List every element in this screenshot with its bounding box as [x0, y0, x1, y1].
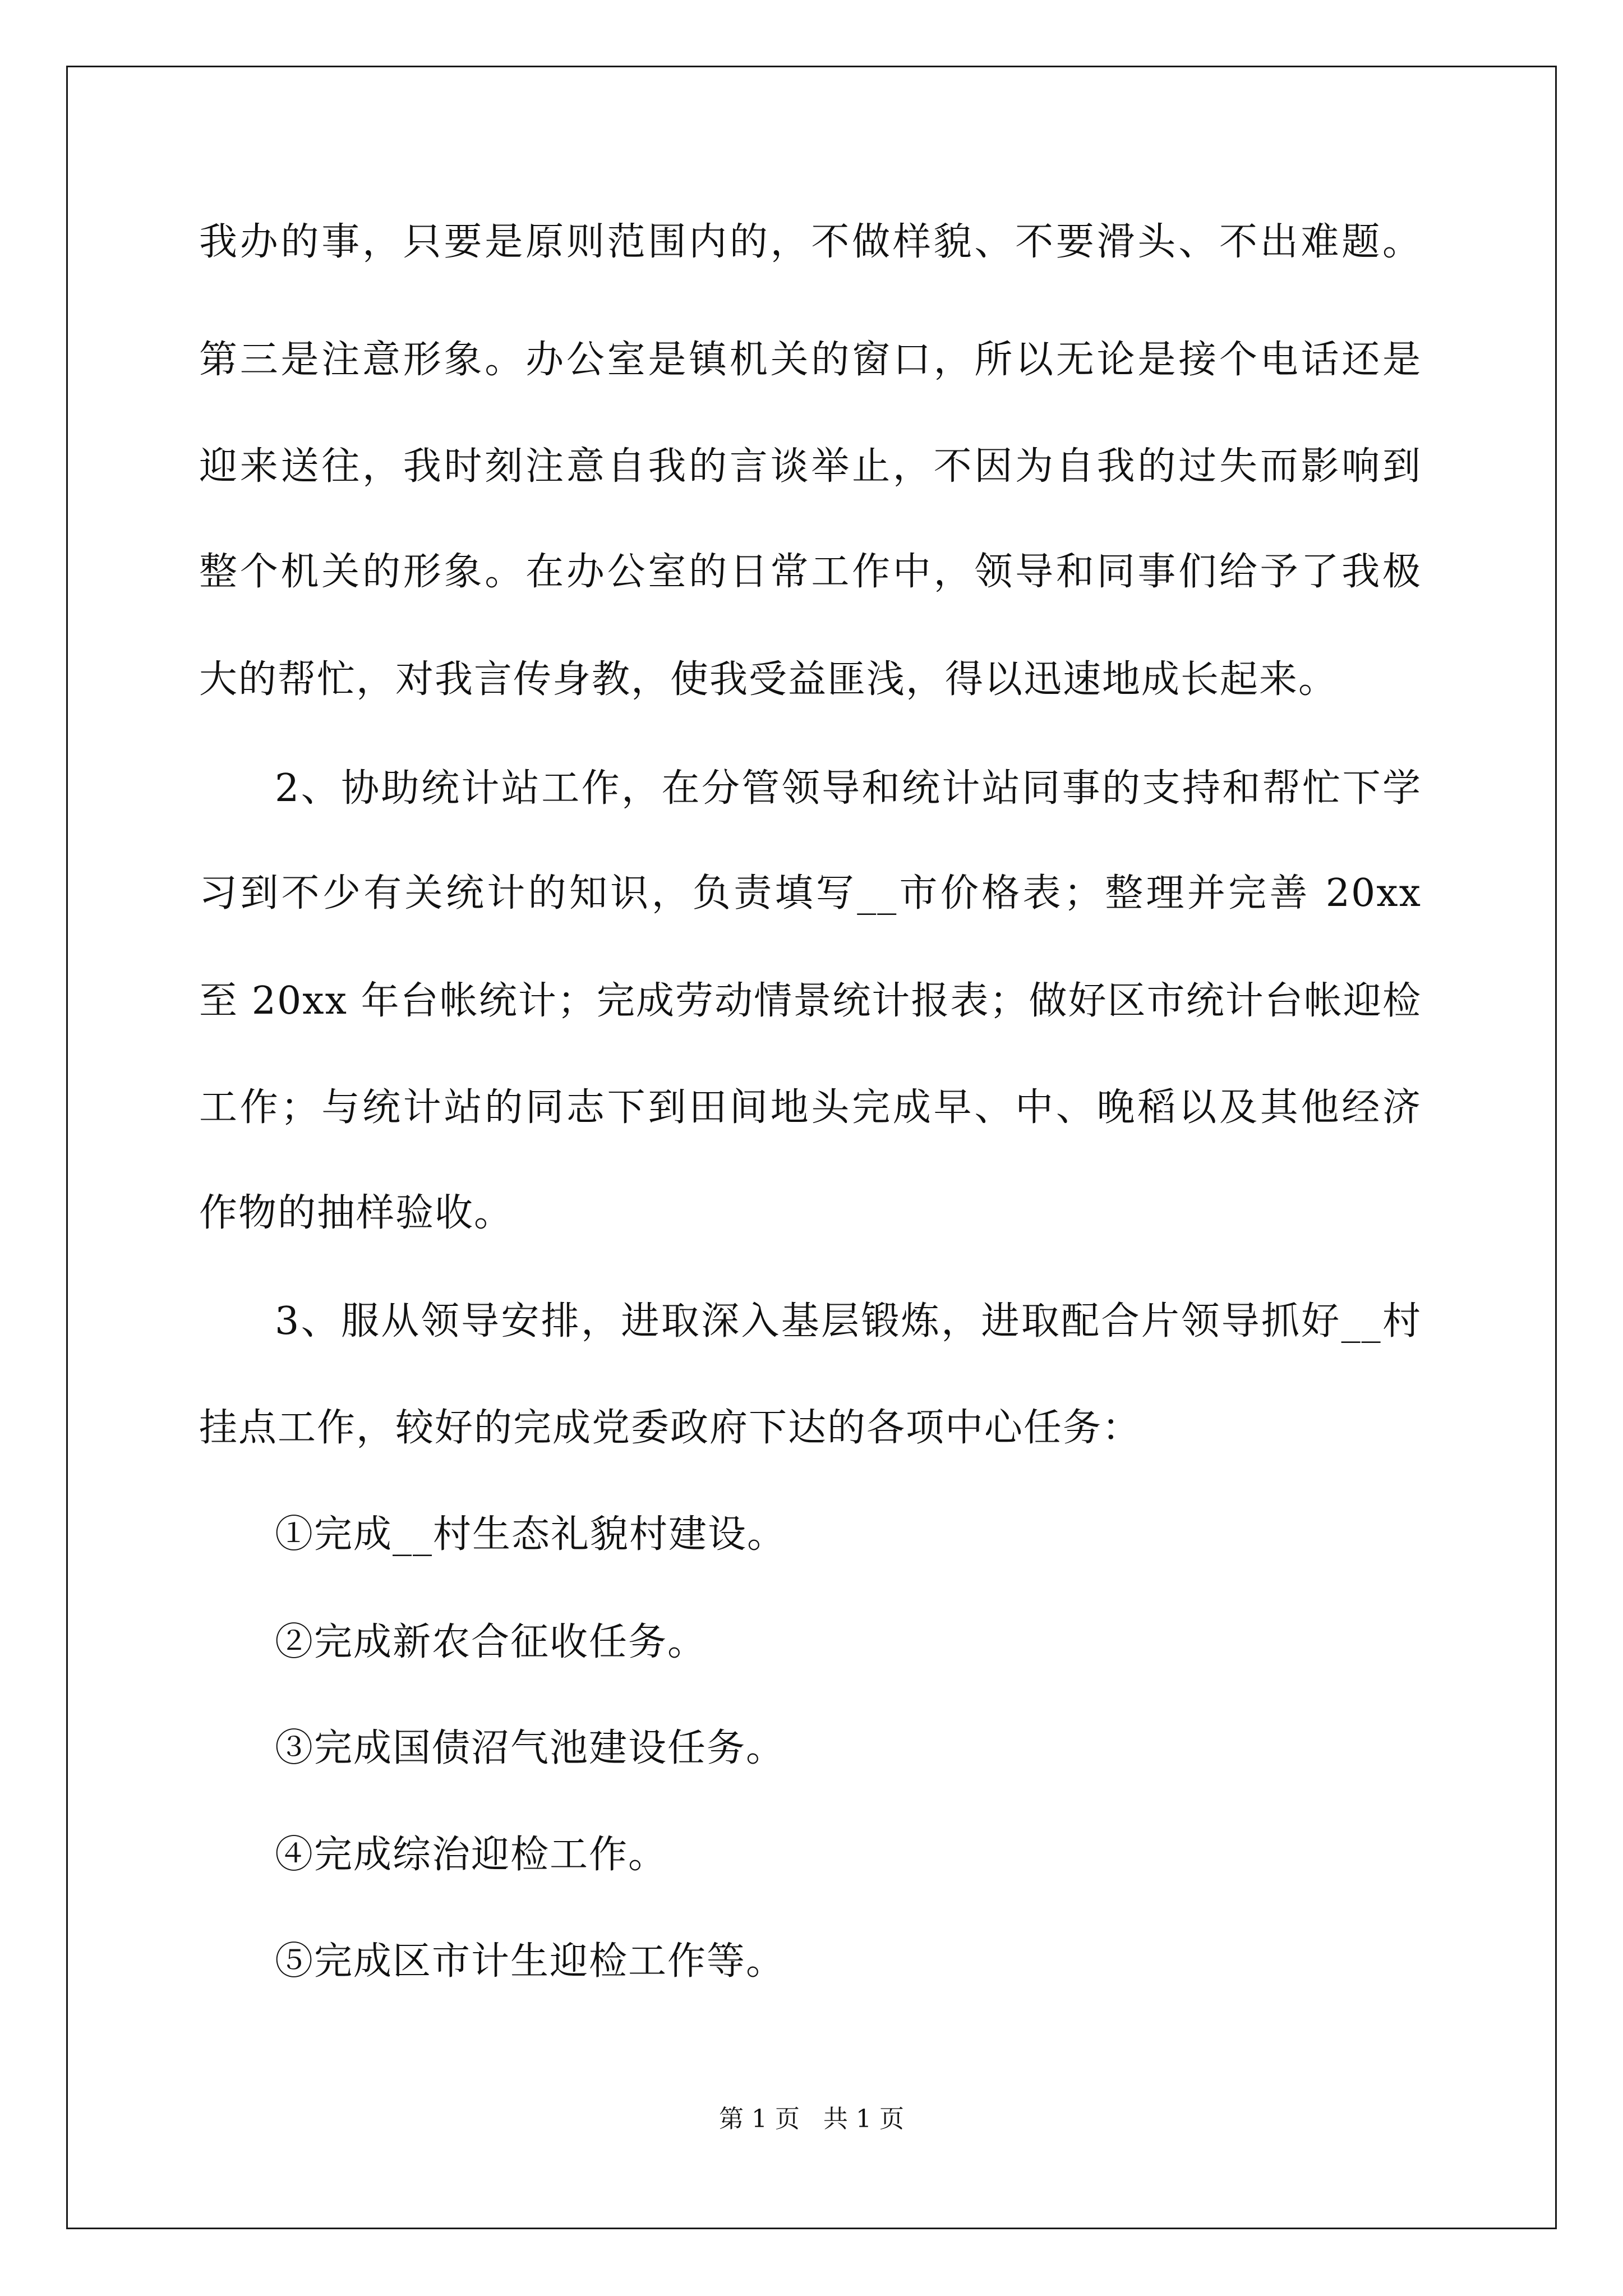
body-line: 挂点工作，较好的完成党委政府下达的各项中心任务： [199, 1406, 1142, 1450]
body-line: 大的帮忙，对我言传身教，使我受益匪浅，得以迅速地成长起来。 [199, 657, 1338, 702]
list-item: ⑤完成区市计生迎检工作等。 [275, 1939, 786, 1984]
list-item: ①完成__村生态礼貌村建设。 [275, 1512, 787, 1557]
paragraph-2-first-line: 2、协助统计站工作，在分管领导和统计站同事的支持和帮忙下学 [275, 766, 1422, 811]
list-item: ②完成新农合征收任务。 [275, 1620, 707, 1664]
body-line: 第三是注意形象。办公室是镇机关的窗口，所以无论是接个电话还是 [199, 338, 1422, 382]
paragraph-3-first-line: 3、服从领导安排，进取深入基层锻炼，进取配合片领导抓好__村 [275, 1299, 1422, 1343]
body-line: 作物的抽样验收。 [199, 1191, 514, 1235]
list-item: ④完成综治迎检工作。 [275, 1833, 668, 1877]
page-frame [66, 66, 1557, 2229]
body-line: 习到不少有关统计的知识，负责填写__市价格表；整理并完善 20xx [199, 871, 1422, 915]
body-line: 我办的事，只要是原则范围内的，不做样貌、不要滑头、不出难题。 [199, 220, 1422, 264]
body-line: 整个机关的形象。在办公室的日常工作中，领导和同事们给予了我极 [199, 550, 1422, 594]
body-line: 迎来送往，我时刻注意自我的言谈举止，不因为自我的过失而影响到 [199, 444, 1422, 489]
page-number-footer: 第 1 页 共 1 页 [719, 2105, 904, 2133]
body-line: 至 20xx 年台帐统计；完成劳动情景统计报表；做好区市统计台帐迎检 [199, 979, 1422, 1023]
list-item: ③完成国债沼气池建设任务。 [275, 1726, 786, 1770]
body-line: 工作；与统计站的同志下到田间地头完成早、中、晚稻以及其他经济 [199, 1085, 1422, 1130]
